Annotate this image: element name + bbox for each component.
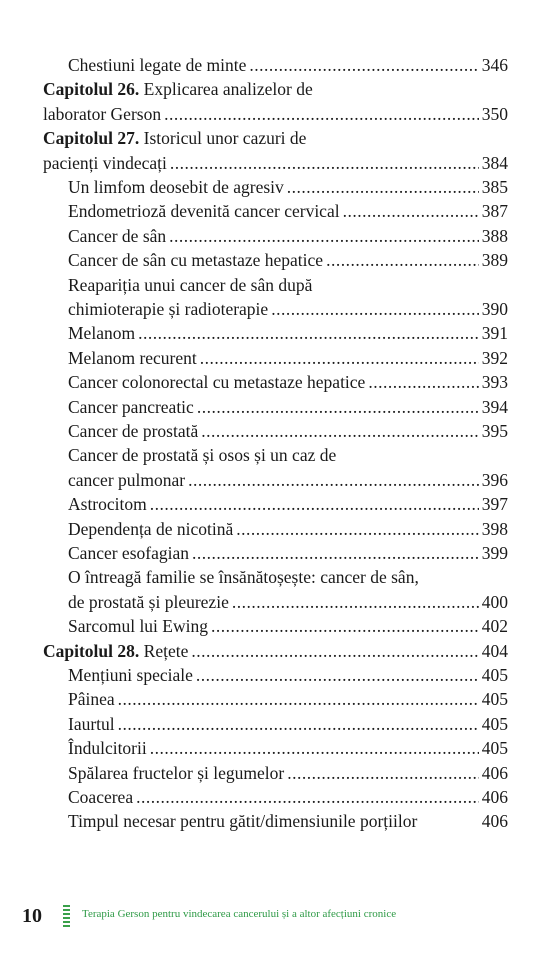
toc-page-number: 384 [481,152,508,173]
toc-entry [68,590,508,614]
toc-chapter-line [43,639,508,663]
toc-entry [68,468,508,492]
toc-entry-title [68,443,336,467]
toc-chapter-line [43,77,508,101]
toc-page-number: 399 [481,543,508,563]
toc-entry-title [68,419,198,443]
toc-page-number: 385 [481,177,508,197]
dot-leader [271,297,479,321]
toc-entry [68,273,508,297]
dot-leader [150,736,479,760]
toc-page-number: 350 [481,103,508,124]
toc-entry [68,53,508,77]
toc-entry-title [68,321,135,345]
toc-entry [68,346,508,370]
entry-text: Astrocitom [68,494,147,515]
toc-entry-title [43,639,188,663]
toc-entry [43,151,508,175]
toc-entry [68,321,508,345]
entry-text: O întreagă familie se însănătoșește: cancer de sân, [68,567,419,588]
toc-entry [68,614,508,638]
entry-text: Mențiuni speciale [68,665,193,685]
entry-text: Îndulcitorii [68,738,147,759]
toc-page-number: 392 [481,347,508,368]
toc-entry-title [68,492,147,516]
toc-entry-title [68,346,197,370]
entry-text: Melanom [68,323,136,344]
toc-page-number: 405 [481,665,508,685]
entry-text: Iaurtul [68,713,115,734]
toc-entry [68,687,508,711]
dot-leader [200,346,479,370]
dot-leader [150,492,479,516]
entry-text: Cancer esofagian [68,543,189,563]
toc-entry-title [68,517,233,541]
entry-text: Dependența de nicotină [68,518,234,539]
entry-text: Cancer colonorectal cu metastaze hepatice [68,372,366,393]
toc-entry-title [43,102,161,126]
toc-page-number: 346 [481,55,508,75]
entry-text: Rețete [139,640,189,661]
chapter-label: Capitolul 26. [43,79,140,100]
toc-entry-title [68,224,166,248]
entry-text: Timpul necesar pentru gătit/dimensiunile porțiilor [68,811,418,832]
toc-entry [68,419,508,443]
toc-entry-title [68,541,189,565]
toc-entry [68,370,508,394]
toc-page-number: 391 [481,323,508,344]
entry-text: Sarcomul lui Ewing [68,616,208,637]
dot-leader [118,687,479,711]
toc-page-number: 394 [481,396,508,417]
dot-leader [326,248,479,272]
toc-entry [43,102,508,126]
toc-entry-title [68,175,284,199]
toc-page-number: 388 [481,225,508,246]
toc-page-number: 393 [481,372,508,393]
toc-entry [68,736,508,760]
entry-text: Cancer de prostată [68,421,199,441]
entry-text: de prostată și pleurezie [68,591,229,612]
dot-leader [232,590,479,614]
toc-entry [68,175,508,199]
entry-text: Pâinea [68,689,115,710]
toc-entry-title [68,614,208,638]
toc-entry-title [68,248,323,272]
page-number: 10 [22,905,42,927]
toc-entry [68,297,508,321]
toc-page-number: 387 [481,201,508,222]
toc-entry-title [68,199,340,223]
running-title: Terapia Gerson pentru vindecarea cancerului și a altor afecțiuni cronice [82,908,397,920]
toc-entry-title [68,712,115,736]
entry-text: Cancer de sân [68,225,167,246]
toc-page-number: 405 [481,738,508,759]
toc-entry-title [68,590,229,614]
entry-text: Endometrioză devenită cancer cervical [68,201,340,222]
toc-entry-title [43,151,167,175]
entry-text: Coacerea [68,787,134,807]
toc-page-number: 396 [481,469,508,490]
toc-entry-title [68,273,312,297]
dot-leader [138,321,479,345]
dot-leader [211,614,479,638]
toc-entry-title [68,468,185,492]
entry-text: Chestiuni legate de minte [68,55,247,75]
toc-entry-title [68,297,268,321]
footer-bars-icon [63,905,71,929]
dot-leader [118,712,479,736]
entry-text: Melanom recurent [68,347,197,368]
toc-entry [68,395,508,419]
entry-text: Cancer de sân cu metastaze hepatice [68,250,324,271]
toc-page-number: 405 [481,689,508,710]
chapter-label: Capitolul 28. [43,640,140,661]
toc-entry [68,224,508,248]
dot-leader [287,175,479,199]
toc-entry [68,761,508,785]
toc-entry [68,248,508,272]
toc-entry-title [68,395,194,419]
toc-entry-title [43,126,306,150]
entry-text: Cancer pancreatic [68,396,194,417]
dot-leader [197,395,479,419]
dot-leader [170,151,479,175]
toc-page-number: 406 [481,762,508,783]
dot-leader [169,224,479,248]
toc-entry-title [68,761,284,785]
toc-entry-title [43,77,313,101]
toc-entry [68,443,508,467]
entry-text: pacienți vindecați [43,152,167,173]
toc-entry-title [68,663,193,687]
toc-entry [68,565,508,589]
toc-page-number: 389 [481,250,508,271]
toc-page-number: 404 [481,640,508,661]
toc-entry [68,492,508,516]
entry-text: Istoricul unor cazuri de [139,128,307,149]
entry-text: Spălarea fructelor și legumelor [68,762,285,783]
toc-entry [68,541,508,565]
dot-leader [201,419,479,443]
toc-entry-title [68,370,365,394]
dot-leader [136,785,479,809]
dot-leader [343,199,479,223]
entry-text: Reapariția unui cancer de sân după [68,274,313,295]
toc-entry-title [68,736,147,760]
toc-entry-title [68,785,133,809]
toc-page-number: 405 [481,713,508,734]
entry-text: cancer pulmonar [68,469,186,490]
entry-text: Explicarea analizelor de [139,79,313,100]
toc-page-number: 400 [481,591,508,612]
toc-entry [68,663,508,687]
entry-text: chimioterapie și radioterapie [68,299,269,319]
toc-page-number: 402 [481,616,508,637]
toc-page-number: 398 [481,518,508,539]
toc-page-number: 395 [481,421,508,441]
dot-leader [287,761,479,785]
dot-leader [192,541,479,565]
dot-leader [164,102,479,126]
dot-leader [191,639,478,663]
toc-entry [68,517,508,541]
dot-leader [236,517,479,541]
toc-entry-title [68,565,419,589]
toc-entry [68,785,508,809]
entry-text: Un limfom deosebit de agresiv [68,177,284,197]
toc-entry-title [68,809,417,833]
toc-page-number: 406 [481,811,508,832]
toc-entry-title [68,53,246,77]
toc-entry [68,712,508,736]
toc-entry-title [68,687,115,711]
entry-text: laborator Gerson [43,103,162,124]
dot-leader [249,53,478,77]
entry-text: Cancer de prostată și osos și un caz de [68,445,337,466]
toc-page-number: 390 [481,299,508,319]
chapter-label: Capitolul 27. [43,128,140,149]
dot-leader [188,468,479,492]
toc-page-number: 406 [481,787,508,807]
toc-entry [68,809,508,833]
dot-leader [368,370,478,394]
toc-page-number: 397 [481,494,508,515]
toc-chapter-line [43,126,508,150]
toc-entry [68,199,508,223]
dot-leader [196,663,479,687]
